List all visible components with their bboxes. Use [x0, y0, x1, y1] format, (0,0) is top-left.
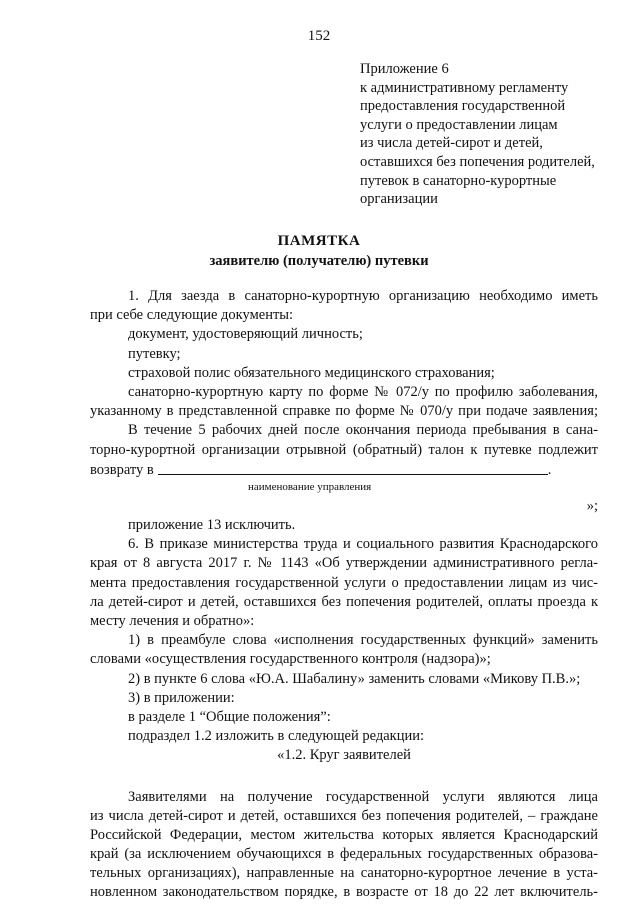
- text-line: 1. Для заезда в санаторно-курортную организацию необходимо иметь: [128, 288, 598, 304]
- memo-title: ПАМЯТКА: [277, 233, 361, 249]
- text-line: тельных организациях), направленные на санаторно-курортное лечение в уста-: [90, 865, 598, 882]
- list-item: страховой полис обязательного медицинского страхования;: [128, 364, 495, 381]
- text-line: 2) в пункте 6 слова «Ю.А. Шабалину» заменить словами «Микову П.В.»;: [128, 670, 581, 687]
- text-line: из числа детей-сирот и детей, оставшихся без попечения родителей, – граждане: [90, 807, 598, 824]
- appendix-line: предоставления государственной: [360, 98, 566, 115]
- text-line: санаторно-курортную карту по форме № 072/у по профилю заболевания,: [128, 383, 598, 400]
- text-line: 6. В приказе министерства труда и социального развития Краснодарского: [128, 536, 598, 553]
- quote-close: »;: [586, 497, 598, 514]
- text-line: 1) в преамбуле слова «исполнения государственных функций» заменить: [128, 632, 598, 649]
- text-line: при себе следующие документы:: [90, 307, 294, 324]
- blank-field-underline: [158, 460, 548, 475]
- text-line: Российской Федерации, местом жительства которых является Краснодарский: [90, 826, 598, 843]
- document-body: [90, 287, 598, 903]
- appendix-line: путевок в санаторно-курортные: [360, 172, 557, 189]
- appendix-block: [360, 60, 630, 209]
- text-line: края от 8 августа 2017 г. № 1143 «Об утверждении административного регла-: [90, 555, 598, 572]
- fill-in-line: [90, 460, 598, 479]
- text-fragment: .: [547, 461, 552, 478]
- text-line: мента предоставления государственной услуги о предоставлении лицам из чис-: [90, 574, 598, 591]
- text-line: указанному в представленной справке по форме № 070/у при подаче заявления;: [90, 403, 598, 420]
- list-item: путевку;: [128, 345, 181, 362]
- text-line: подраздел 1.2 изложить в следующей редакции:: [128, 728, 425, 745]
- page-number: 152: [307, 28, 331, 44]
- list-item: документ, удостоверяющий личность;: [128, 326, 363, 343]
- field-caption: наименование управления: [248, 480, 372, 493]
- text-line: новленном законодательством порядке, в возрасте от 18 до 22 лет включитель-: [90, 884, 598, 901]
- text-fragment: возврату в: [90, 461, 154, 478]
- appendix-line: из числа детей-сирот и детей,: [360, 135, 543, 152]
- text-line: словами «осуществления государственного контроля (надзора)»;: [90, 651, 491, 668]
- appendix-line: организации: [360, 191, 438, 208]
- text-line: 3) в приложении:: [128, 689, 235, 706]
- text-line: Заявителями на получение государственной услуги являются лица: [128, 788, 598, 805]
- section-heading: «1.2. Круг заявителей: [277, 747, 411, 764]
- appendix-line: оставшихся без попечения родителей,: [360, 153, 595, 170]
- appendix-line: к административному регламенту: [360, 79, 569, 96]
- appendix-line: услуги о предоставлении лицам: [360, 116, 558, 133]
- appendix-line: Приложение 6: [360, 61, 449, 77]
- text-line: торно-курортной организации отрывной (обратный) талон к путевке подлежит: [90, 441, 598, 458]
- text-line: в разделе 1 “Общие положения”:: [128, 708, 331, 725]
- text-line: месту лечения и обратно»:: [90, 613, 255, 629]
- memo-subtitle: заявителю (получателю) путевки: [209, 253, 429, 269]
- text-line: ла детей-сирот и детей, оставшихся без попечения родителей, оплаты проезда к: [90, 593, 598, 610]
- text-line: край (за исключением обучающихся в федеральных государственных образова-: [90, 846, 598, 863]
- text-line: В течение 5 рабочих дней после окончания периода пребывания в сана-: [128, 422, 598, 439]
- text-line: приложение 13 исключить.: [128, 517, 296, 534]
